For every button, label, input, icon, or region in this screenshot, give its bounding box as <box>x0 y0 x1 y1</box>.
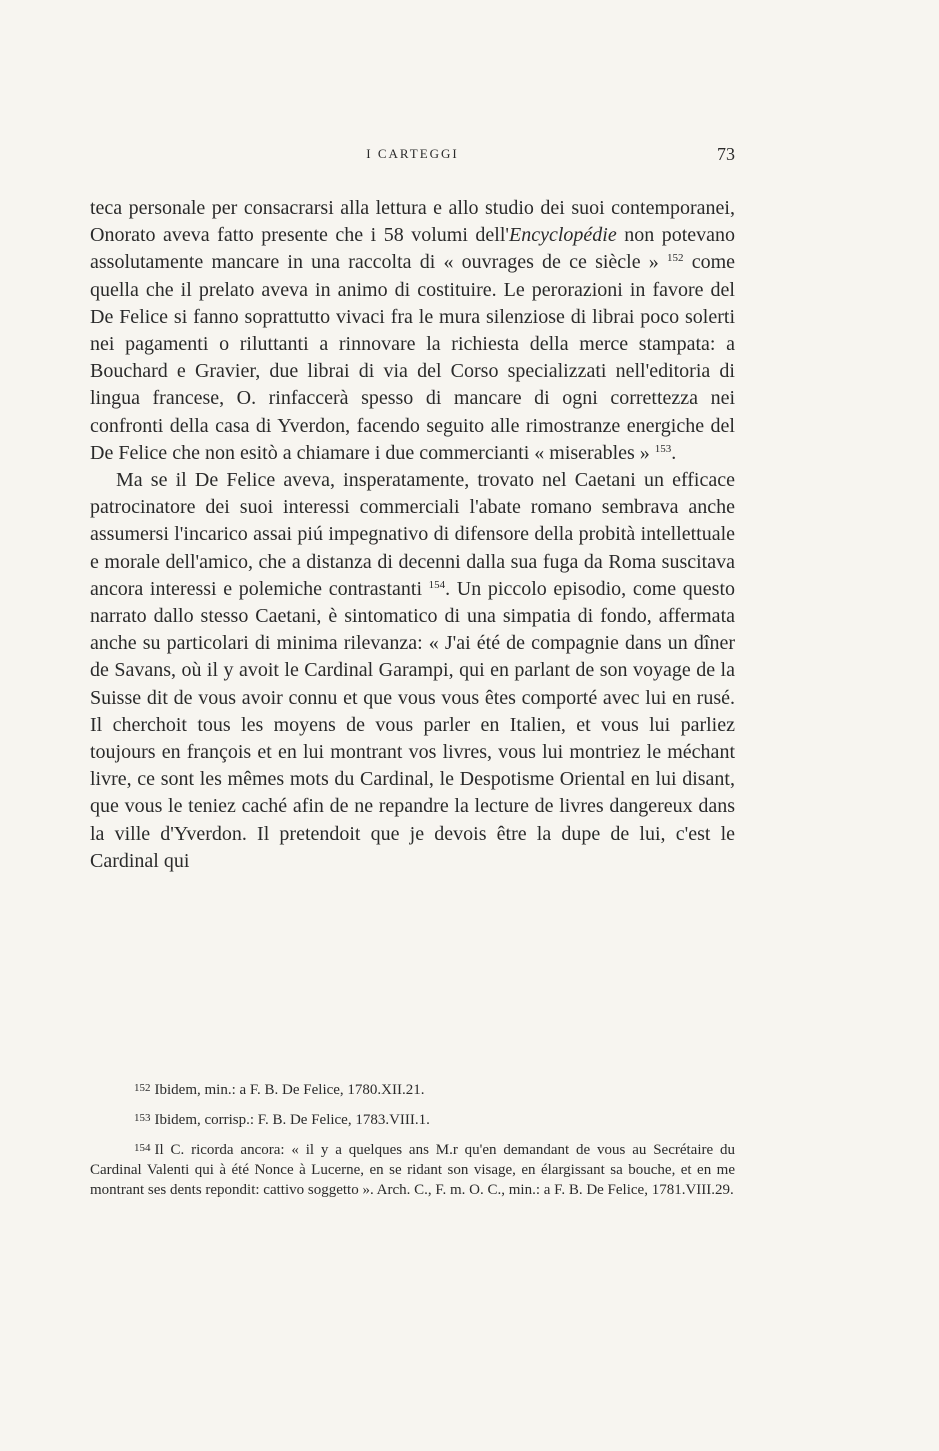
footnote-ref-152[interactable]: 152 <box>667 252 684 265</box>
text-span: Ma se il De Felice aveva, insperatamente, trovato nel Caetani un efficace patrocinatore dei suoi interessi commerciali l'abate romano sembrava anche assumersi l'incarico assai piú impegnativo di difensore della probità intellettuale e morale dell'amico, che a distanza di decenni dalla sua fuga da Roma suscitava ancora interessi e polemiche contrastanti <box>90 469 735 600</box>
paragraph-1 <box>90 195 735 467</box>
footnote <box>90 1138 735 1200</box>
text-span: come quella che il prelato aveva in animo di costituire. Le perorazioni in favore del De Felice si fanno soprattutto vivaci fra le mura silenziose di librai poco solerti nei pagamenti o riluttanti a rinnovare la richiesta della merce stampata: a Bouchard e Gravier, due librai di via del Corso specializzati nell'editoria di lingua francese, O. rinfaccerà spesso di mancare di ogni correttezza nei confronti della casa di Yverdon, facendo seguito alle rimostranze energiche del De Felice che non esitò a chiamare i due commercianti « miserables » <box>90 251 736 464</box>
footnote-ref-153[interactable]: 153 <box>654 442 672 455</box>
footnote-number: 153 <box>134 1112 151 1124</box>
text-span: non potevano assolutamente mancare in una raccolta di « ouvrages de ce siècle » <box>90 224 736 274</box>
text-span: . <box>671 441 677 464</box>
running-title: I CARTEGGI <box>366 146 459 161</box>
footnote-text: Ibidem, corrisp.: F. B. De Felice, 1783.VIII.1. <box>154 1112 430 1128</box>
text-span: teca personale per consacrarsi alla lettura e allo studio dei suoi contemporanei, Onorato aveva fatto presente che i 58 volumi dell' <box>90 197 735 247</box>
main-text <box>90 195 735 875</box>
page-number: 73 <box>717 144 735 164</box>
paragraph-2 <box>90 467 735 875</box>
footnote-text: Il C. ricorda ancora: « il y a quelques ans M.r qu'en demandant de vous au Secrétaire du Cardinal Valenti qui à été Nonce à Lucerne, en se ridant son visage, en élargissant sa bouche, et en me montrant ses dents repondit: cattivo soggetto ». Arch. C., F. m. O. C., min.: a F. B. De Felice, 1781.VIII.29. <box>90 1142 735 1198</box>
footnote-text: Ibidem, min.: a F. B. De Felice, 1780.XII.21. <box>154 1082 425 1098</box>
text-span: . Un piccolo episodio, come questo narrato dallo stesso Caetani, è sintomatico di una simpatia di fondo, affermata anche su particolari di minima rilevanza: « J'ai été de compagnie dans un dîner de Savans, où il y avoit le Cardinal Garampi, qui en parlant de son voyage de la Suisse dit de vous avoir connu et que vous vous êtes comporté avec lui en rusé. Il cherchoit tous les moyens de vous parler en Italien, et vous lui parliez toujours en françois et en lui montrant vos livres, vous lui montriez le méchant livre, ce sont les mêmes mots du Cardinal, le Despotisme Oriental en lui disant, que vous le teniez caché afin de ne repandre la lecture de livres dangereux dans la ville d'Yverdon. Il pretendoit que je devois être la dupe de lui, c'est le Cardinal qui <box>90 577 735 872</box>
footnote <box>90 1078 735 1100</box>
italic-title: Encyclopédie <box>508 224 617 247</box>
footnote <box>90 1108 735 1130</box>
footnote-number: 152 <box>134 1082 151 1094</box>
footnotes <box>90 1078 735 1208</box>
footnote-number: 154 <box>134 1142 151 1154</box>
footnote-ref-154[interactable]: 154 <box>428 578 446 591</box>
running-head <box>90 146 735 166</box>
